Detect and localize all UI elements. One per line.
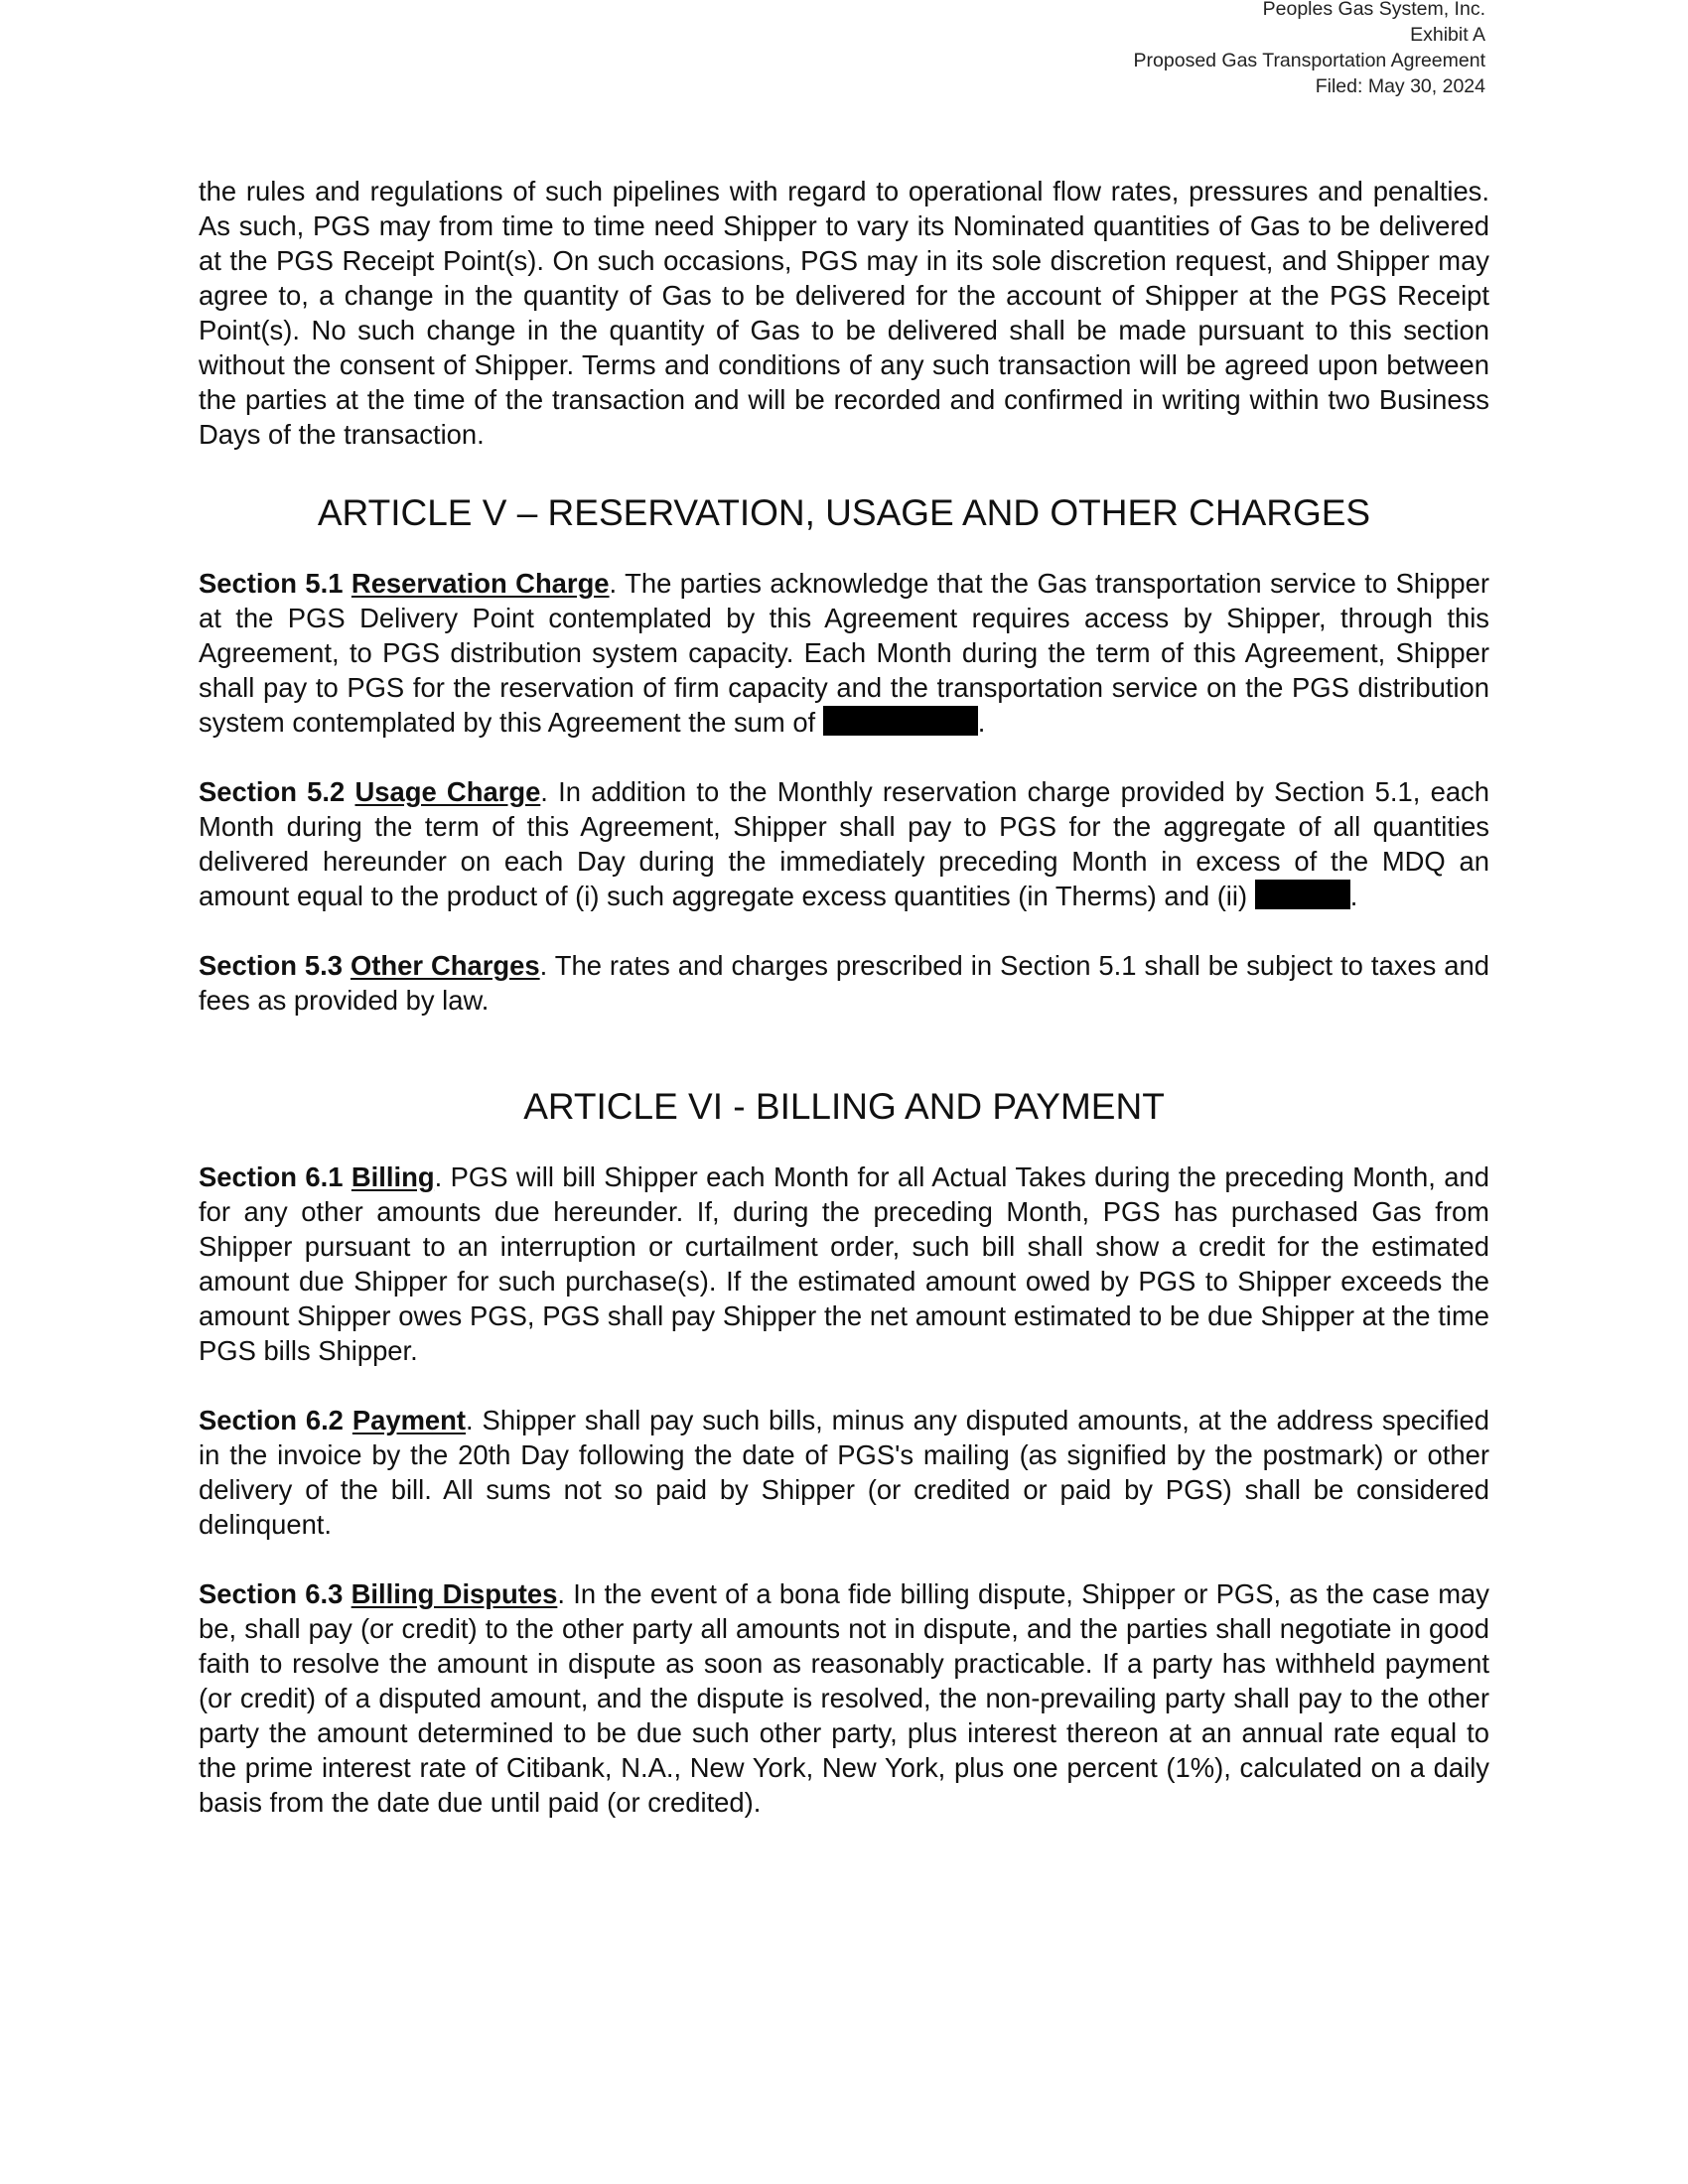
redaction-box	[1255, 880, 1350, 909]
section-text-end: .	[977, 707, 986, 738]
header-exhibit: Exhibit A	[1410, 24, 1485, 46]
intro-paragraph: the rules and regulations of such pipelines with regard to operational flow rates, pressures and penalties. As such, PGS may from time to time need Shipper to vary its Nominated quantities of Gas to be delivered at the PGS Receipt Point(s). On such occasions, PGS may in its sole discretion request, and Shipper may agree to, a change in the quantity of Gas to be delivered for the account of Shipper at the PGS Receipt Point(s). No such change in the quantity of Gas to be delivered shall be made pursuant to this section without the consent of Shipper. Terms and conditions of any such transaction will be agreed upon between the parties at the time of the transaction and will be recorded and confirmed in writing within two Business Days of the transaction.	[199, 176, 1489, 450]
section-5-3	[199, 948, 1489, 1018]
paragraph-gap	[199, 740, 1489, 774]
section-text-end: .	[1349, 881, 1358, 911]
header-filed-date: Filed: May 30, 2024	[1315, 75, 1485, 97]
section-6-1	[199, 1160, 1489, 1368]
article-vi-title: ARTICLE VI - BILLING AND PAYMENT	[523, 1086, 1165, 1127]
article-v-title: ARTICLE V – RESERVATION, USAGE AND OTHER CHARGES	[317, 492, 1371, 533]
paragraph-gap	[199, 913, 1489, 948]
paragraph-gap	[199, 1368, 1489, 1403]
document-body	[199, 174, 1489, 1820]
section-text: . In addition to the Monthly reservation charge provided by Section 5.1, each Month during the term of this Agreement, Shipper shall pay to PGS for the aggregate of all quantities delivered hereunder on each Day during the immediately preceding Month in excess of the MDQ an amount equal to the product of (i) such aggregate excess quantities (in Therms) and (ii)	[199, 776, 1489, 911]
section-number: Section 5.2	[199, 776, 346, 807]
paragraph-gap	[199, 1542, 1489, 1576]
section-number: Section 6.3	[199, 1578, 344, 1609]
section-title: Billing	[351, 1161, 435, 1192]
section-text: . Shipper shall pay such bills, minus any disputed amounts, at the address specified in the invoice by the 20th Day following the date of PGS's mailing (as signified by the postmark) or other delivery of the bill. All sums not so paid by Shipper (or credited or paid by PGS) shall be considered delinquent.	[199, 1405, 1489, 1540]
header-company: Peoples Gas System, Inc.	[1262, 0, 1485, 20]
section-number: Section 5.1	[199, 568, 344, 599]
section-title: Payment	[352, 1405, 467, 1435]
redaction-box	[823, 706, 978, 736]
section-number: Section 6.1	[199, 1161, 344, 1192]
section-title: Billing Disputes	[351, 1578, 558, 1609]
section-5-1	[199, 566, 1489, 740]
section-text: . The parties acknowledge that the Gas transportation service to Shipper at the PGS Delivery Point contemplated by this Agreement requires access by Shipper, through this Agreement, to PGS distribution system capacity. Each Month during the term of this Agreement, Shipper shall pay to PGS for the reservation of firm capacity and the transportation service on the PGS distribution system contemplated by this Agreement the sum of	[199, 568, 1489, 738]
section-text: . In the event of a bona fide billing dispute, Shipper or PGS, as the case may be, shall pay (or credit) to the other party all amounts not in dispute, and the parties shall negotiate in good faith to resolve the amount in dispute as soon as reasonably practicable. If a party has withheld payment (or credit) of a disputed amount, and the dispute is resolved, the non-prevailing party shall pay to the other party the amount determined to be due such other party, plus interest thereon at an annual rate equal to the prime interest rate of Citibank, N.A., New York, New York, plus one percent (1%), calculated on a daily basis from the date due until paid (or credited).	[199, 1578, 1489, 1818]
section-number: Section 6.2	[199, 1405, 344, 1435]
section-text: . The rates and charges prescribed in Section 5.1 shall be subject to taxes and fees as provided by law.	[199, 950, 1489, 1016]
section-title: Reservation Charge	[351, 568, 610, 599]
header-document-title: Proposed Gas Transportation Agreement	[1133, 50, 1485, 71]
article-gap	[199, 1018, 1489, 1087]
section-title: Other Charges	[350, 950, 540, 981]
section-5-2	[199, 774, 1489, 913]
section-number: Section 5.3	[199, 950, 343, 981]
section-text: . PGS will bill Shipper each Month for all Actual Takes during the preceding Month, and for any other amounts due hereunder. If, during the preceding Month, PGS has purchased Gas from Shipper pursuant to an interruption or curtailment order, such bill shall show a credit for the estimated amount due Shipper for such purchase(s). If the estimated amount owed by PGS to Shipper exceeds the amount Shipper owes PGS, PGS shall pay Shipper the net amount estimated to be due Shipper at the time PGS bills Shipper.	[199, 1161, 1489, 1366]
section-title: Usage Charge	[354, 776, 541, 807]
section-6-3	[199, 1576, 1489, 1820]
section-6-2	[199, 1403, 1489, 1542]
document-header	[1134, 0, 1485, 99]
